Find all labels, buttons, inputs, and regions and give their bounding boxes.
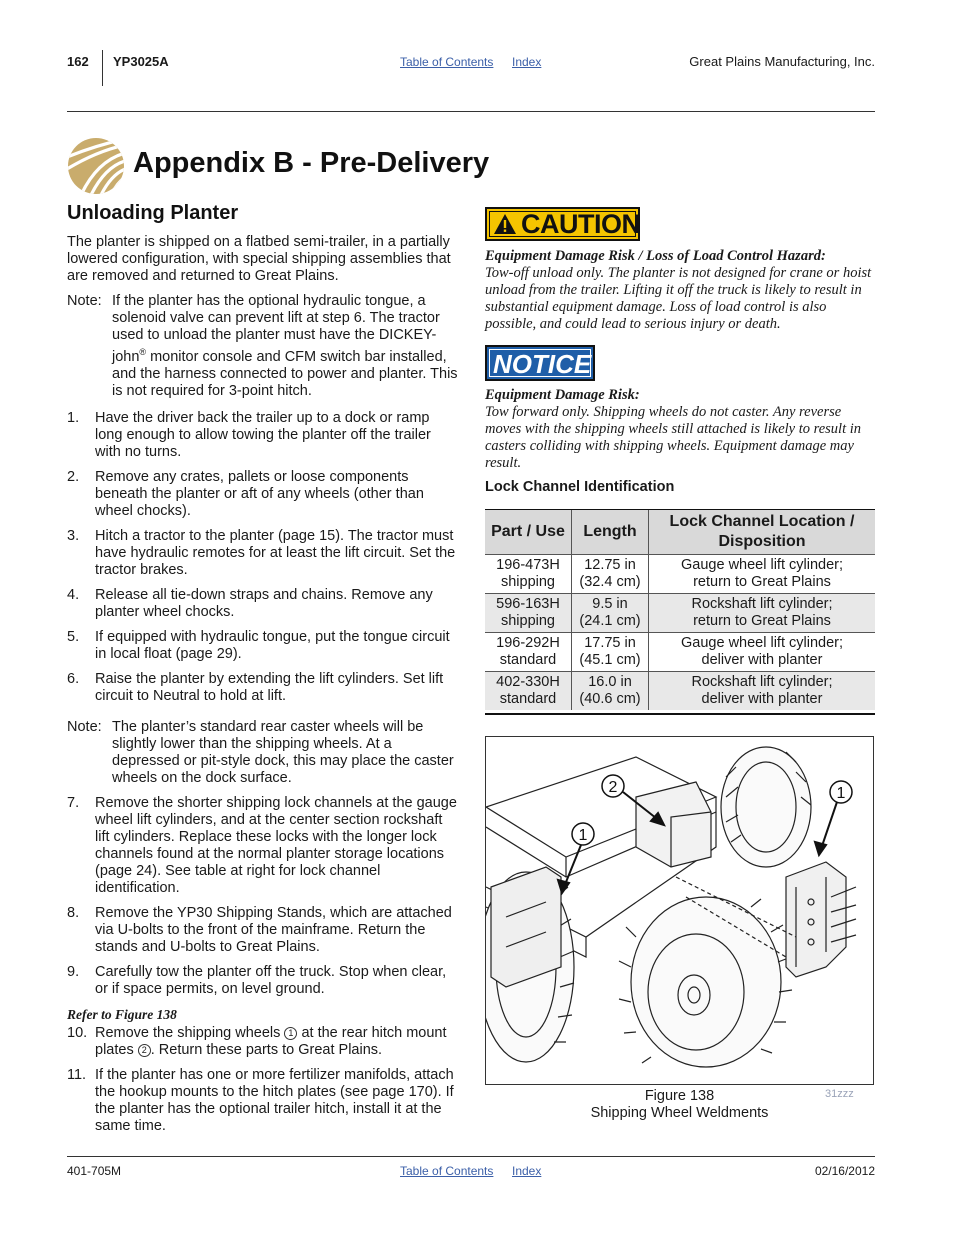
list-item: 11. If the planter has one or more fertilizer manifolds, attach the hookup mounts to the hitch plates (see page 170). If the planter has the optional trailer hitch, install it at the same time. <box>67 1066 454 1134</box>
notice-label: NOTICE <box>493 349 592 379</box>
table-row: 196-473H shipping 12.75 in (32.4 cm) Gauge wheel lift cylinder; return to Great Plains <box>485 555 875 594</box>
notice-text: Tow forward only. Shipping wheels do not caster. Any reverse moves with the shipping wheels still attached is likely to result in casters colliding with shipping wheels. Equipment damage may result. <box>485 404 862 471</box>
lock-channel-table <box>485 510 875 710</box>
list-item: 1. Have the driver back the trailer up to a dock or ramp long enough to allow towing the planter off the trailer with no turns. <box>67 409 431 460</box>
figure-frame <box>485 736 874 1085</box>
column-header: Lock Channel Location / Disposition <box>649 510 876 555</box>
caution-heading: Equipment Damage Risk / Loss of Load Control Hazard: <box>485 248 826 264</box>
callout-1-label-left: 1 <box>578 827 588 844</box>
warning-triangle-icon <box>493 213 517 235</box>
table-row: 596-163H shipping 9.5 in (24.1 cm) Rockshaft lift cylinder; return to Great Plains <box>485 594 875 633</box>
callout-1-inline: 1 <box>284 1027 297 1040</box>
note-text: The planter’s standard rear caster wheels will be slightly lower than the shipping wheels. At a depressed or pit-style dock, this may place the caster wheels on the dock surface. <box>112 718 454 786</box>
header-divider <box>102 50 103 86</box>
column-header: Length <box>572 510 649 555</box>
section-heading: Unloading Planter <box>67 202 239 224</box>
list-item: 5. If equipped with hydraulic tongue, put the tongue circuit in local float (page 29). <box>67 628 450 662</box>
toc-link-header[interactable]: Table of Contents <box>400 55 494 69</box>
table-header-row <box>485 510 875 555</box>
callout-2-label: 2 <box>608 779 618 796</box>
header-rule <box>67 111 875 112</box>
note-text-cont: monitor console and CFM switch bar installed, and the harness connected to power and planter. This is not required for 3-point hitch. <box>112 348 458 399</box>
table-bottom-rule <box>485 713 875 715</box>
page-title: Appendix B - Pre-Delivery <box>133 147 490 179</box>
list-item: 9. Carefully tow the planter off the truck. Stop when clear, or if space permits, on level ground. <box>67 963 447 997</box>
great-plains-logo-icon <box>67 137 125 195</box>
caution-label: CAUTION <box>521 209 641 239</box>
figure-code: 31zzz <box>825 1088 854 1100</box>
caution-text: Tow-off unload only. The planter is not designed for crane or hoist unload from the trailer. Lifting it off the truck is likely to result in substantial equipment damage. Loss of load control is also possible, and could lead to serious injury or death. <box>485 265 872 332</box>
list-item: 3. Hitch a tractor to the planter (page 15). The tractor must have hydraulic remotes for at least the lift circuit. Set the tractor brakes. <box>67 527 456 578</box>
callout-1-label-right: 1 <box>836 785 846 802</box>
shipping-wheel-illustration <box>486 737 874 1085</box>
note-caster <box>67 719 459 787</box>
list-item: 10. Remove the shipping wheels 1 at the rear hitch mount plates 2 . Return these parts to Great Plains. <box>67 1024 447 1058</box>
toc-link-footer[interactable]: Table of Contents <box>400 1164 494 1178</box>
index-link-footer[interactable]: Index <box>512 1164 542 1178</box>
note-hydraulic <box>67 293 459 400</box>
figure-caption: Shipping Wheel Weldments <box>590 1105 769 1121</box>
caution-badge <box>485 207 640 241</box>
notice-message <box>485 387 875 472</box>
footer-date: 02/16/2012 <box>814 1164 875 1178</box>
note-text: If the planter has the optional hydraulic tongue, a solenoid valve can prevent lift at step 6. The tractor used to unload the planter must have the DICKEY-john <box>112 293 440 365</box>
list-item: 8. Remove the YP30 Shipping Stands, which are attached via U-bolts to the front of the mainframe. Return the stands and U-bolts to Great Plains. <box>67 904 452 955</box>
table-row: 196-292H standard 17.75 in (45.1 cm) Gauge wheel lift cylinder; deliver with planter <box>485 633 875 672</box>
doc-number: 401-705M <box>67 1164 122 1178</box>
left-column <box>67 234 459 1143</box>
caution-message <box>485 248 875 333</box>
callout-2-inline: 2 <box>138 1044 151 1057</box>
list-item: 7. Remove the shorter shipping lock channels at the gauge wheel lift cylinders, and at the center section rockshaft lift cylinders. Replace these locks with the longer lock channels found at the normal planter storage locations (page 24). See table at right for lock channel identification. <box>67 794 457 896</box>
notice-badge <box>485 345 595 381</box>
list-item: 4. Release all tie-down straps and chains. Remove any planter wheel chocks. <box>67 586 433 620</box>
model-name: YP3025A <box>113 54 169 69</box>
registered-mark: ® <box>139 347 147 357</box>
note-label: Note: <box>67 293 102 309</box>
list-item: 2. Remove any crates, pallets or loose components beneath the planter or aft of any wheels (other than wheel chocks). <box>67 468 424 519</box>
figure-reference: Refer to Figure 138 <box>67 1006 177 1022</box>
index-link-header[interactable]: Index <box>512 55 542 69</box>
table-title: Lock Channel Identification <box>485 479 675 495</box>
page-number: 162 <box>67 54 89 69</box>
list-item: 6. Raise the planter by extending the lift cylinders. Set lift circuit to Neutral to hold at lift. <box>67 670 444 704</box>
footer-rule <box>67 1156 875 1157</box>
intro-paragraph: The planter is shipped on a flatbed semi-trailer, in a partially lowered configuration, with special shipping assemblies that are removed and returned to Great Plains. <box>67 234 451 284</box>
notice-heading: Equipment Damage Risk: <box>485 387 640 403</box>
table-row: 402-330H standard 16.0 in (40.6 cm) Rockshaft lift cylinder; deliver with planter <box>485 672 875 711</box>
note-label: Note: <box>67 718 102 735</box>
figure-label: Figure 138 <box>644 1088 715 1104</box>
company-name: Great Plains Manufacturing, Inc. <box>689 54 875 69</box>
column-header: Part / Use <box>485 510 572 555</box>
